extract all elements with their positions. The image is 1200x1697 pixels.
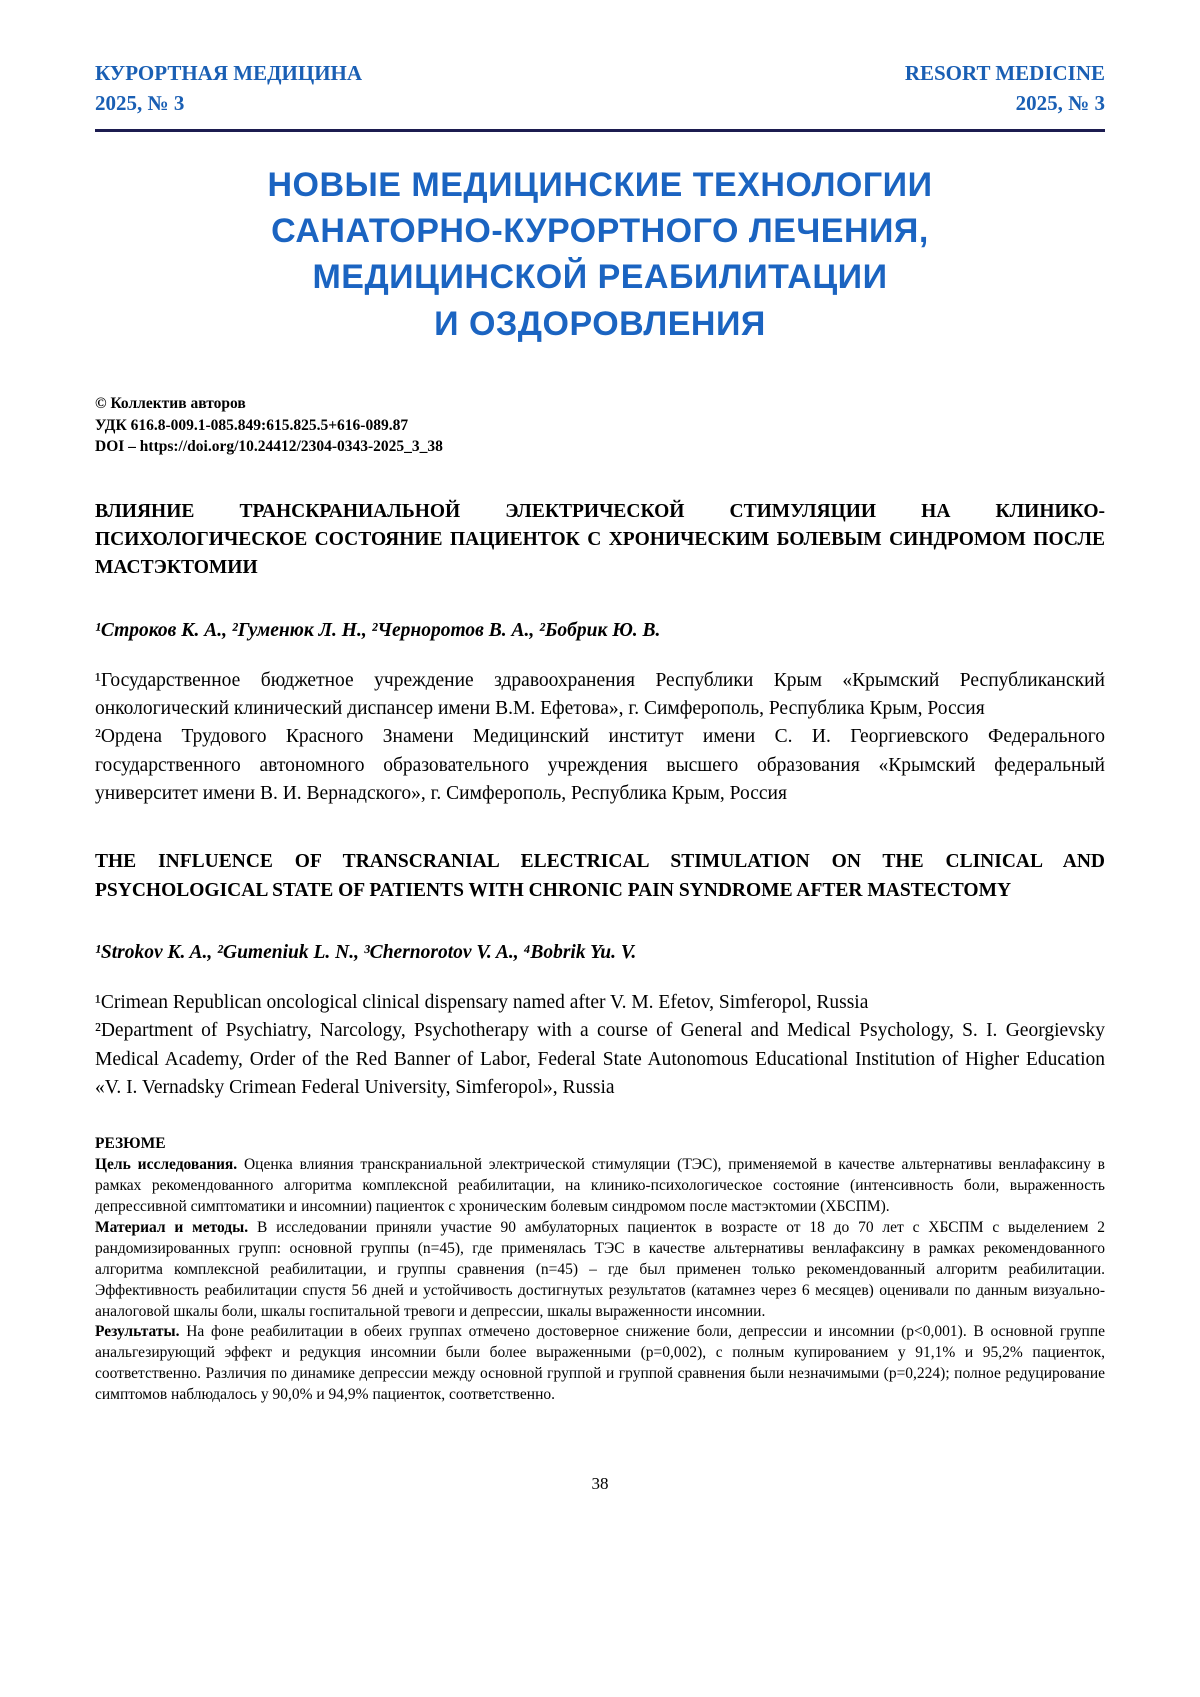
- journal-header: [95, 58, 1105, 119]
- affiliations-en: [95, 989, 1105, 1102]
- journal-name-ru: КУРОРТНАЯ МЕДИЦИНА: [95, 61, 363, 85]
- resume-methods-text: В исследовании приняли участие 90 амбулаторных пациенток в возрасте от 18 до 70 лет с ХБСПМ с выделением 2 рандомизированных групп: основной группы (n=45), где применялась ТЭС в качестве альтернативы венлафаксину в рамках рекомендованного алгоритма комплексной реабилитации, и группы сравнения (n=45) – где был применен только рекомендованный алгоритм реабилитации. Эффективность реабилитации спустя 56 дней и устойчивость достигнутых результатов (катамнез через 6 месяцев) оценивали по данным визуально-аналоговой шкалы боли, шкалы госпитальной тревоги и депрессии, шкалы выраженности инсомнии.: [95, 1218, 1106, 1320]
- journal-issue-en: 2025, № 3: [1015, 91, 1105, 116]
- article-title-en: THE INFLUENCE OF TRANSCRANIAL ELECTRICAL STIMULATION ON THE CLINICAL AND PSYCHOLOGICAL STATE OF PATIENTS WITH CHRONIC PAIN SYNDROME AFTER MASTECTOMY: [95, 851, 1105, 901]
- page-number: 38: [591, 1474, 609, 1493]
- resume-heading: РЕЗЮМЕ: [95, 1135, 166, 1153]
- authors-en: ¹Strokov K. A., ²Gumeniuk L. N., ³Chernorotov V. A., ⁴Bobrik Yu. V.: [95, 941, 637, 963]
- section-title: [95, 162, 1105, 347]
- journal-header-right: [905, 58, 1105, 119]
- copyright-line: © Коллектив авторов: [95, 394, 246, 412]
- resume-paragraph-results: [95, 1322, 1105, 1406]
- journal-issue-ru: 2025, № 3: [95, 91, 185, 116]
- resume-results-text: На фоне реабилитации в обеих группах отмечено достоверное снижение боли, депрессии и инсомнии (p<0,001). В основной группе анальгезирующий эффект и редукция инсомнии были более выраженными (p=0,002), с полным купированием у 91,1% и 95,2% пациенток, соответственно. Различия по динамике депрессии между основной группой и группой сравнения были незначимыми (p=0,224); полное редуцирование симптомов наблюдалось у 90,0% и 94,9% пациенток, соответственно.: [95, 1323, 1105, 1404]
- affiliation-ru-2: ²Ордена Трудового Красного Знамени Медицинский институт имени С. И. Георгиевского Федерального государственного автономного образовательного учреждения высшего образования «Крымский федеральный университет имени В. И. Вернадского», г. Симферополь, Республика Крым, Россия: [95, 726, 1105, 804]
- resume-results-label: Результаты.: [95, 1323, 180, 1341]
- section-title-line-3: МЕДИЦИНСКОЙ РЕАБИЛИТАЦИИ: [312, 258, 888, 297]
- journal-name-en: RESORT MEDICINE: [904, 61, 1105, 85]
- resume-paragraph-methods: [95, 1218, 1105, 1323]
- section-title-line-4: И ОЗДОРОВЛЕНИЯ: [434, 304, 766, 343]
- affiliation-en-1: ¹Crimean Republican oncological clinical dispensary named after V. M. Efetov, Simferopol, Russia: [95, 992, 869, 1014]
- doi-line: DOI – https://doi.org/10.24412/2304-0343-2025_3_38: [95, 438, 443, 456]
- section-title-line-2: САНАТОРНО-КУРОРТНОГО ЛЕЧЕНИЯ,: [271, 212, 929, 251]
- authors-ru: ¹Строков К. А., ²Гуменюк Л. Н., ²Черноротов В. А., ²Бобрик Ю. В.: [95, 619, 661, 641]
- header-divider: [95, 129, 1105, 132]
- resume-aim-label: Цель исследования.: [95, 1156, 238, 1174]
- affiliation-ru-1: ¹Государственное бюджетное учреждение здравоохранения Республики Крым «Крымский Республиканский онкологический клинический диспансер имени В.М. Ефетова», г. Симферополь, Республика Крым, Россия: [95, 669, 1105, 720]
- article-title-ru: ВЛИЯНИЕ ТРАНСКРАНИАЛЬНОЙ ЭЛЕКТРИЧЕСКОЙ СТИМУЛЯЦИИ НА КЛИНИКО-ПСИХОЛОГИЧЕСКОЕ СОСТОЯНИЕ ПАЦИЕНТОК С ХРОНИЧЕСКИМ БОЛЕВЫМ СИНДРОМОМ ПОСЛЕ МАСТЭКТОМИИ: [95, 500, 1105, 579]
- journal-header-left: [95, 58, 362, 119]
- udk-line: УДК 616.8-009.1-085.849:615.825.5+616-089.87: [95, 416, 409, 434]
- resume-paragraph-aim: [95, 1155, 1105, 1218]
- affiliation-en-2: ²Department of Psychiatry, Narcology, Psychotherapy with a course of General and Medical Psychology, S. I. Georgievsky Medical Academy, Order of the Red Banner of Labor, Federal State Autonomous Educational Institution of Higher Education «V. I. Vernadsky Crimean Federal University, Simferopol», Russia: [95, 1020, 1105, 1098]
- section-title-line-1: НОВЫЕ МЕДИЦИНСКИЕ ТЕХНОЛОГИИ: [267, 165, 933, 204]
- affiliations-ru: [95, 667, 1105, 808]
- resume-section: [95, 1134, 1105, 1406]
- resume-methods-label: Материал и методы.: [95, 1218, 249, 1236]
- article-meta: [95, 393, 1105, 458]
- resume-aim-text: Оценка влияния транскраниальной электрической стимуляции (ТЭС), применяемой в качестве альтернативы венлафаксину в рамках рекомендованного алгоритма комплексной реабилитации, на клинико-психологическое состояние (интенсивность боли, выраженность депрессивной симптоматики и инсомнии) пациенток с хроническим болевым синдромом после мастэктомии (ХБСПМ).: [95, 1156, 1105, 1215]
